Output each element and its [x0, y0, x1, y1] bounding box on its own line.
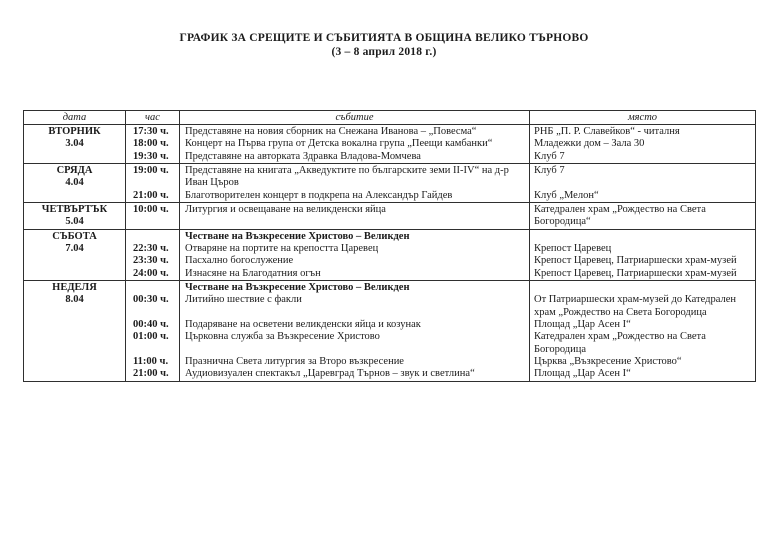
event-row: [126, 243, 755, 255]
event-time: 21:00 ч.: [126, 368, 180, 380]
date-cell: [24, 125, 126, 163]
event-title: Честване на Възкресение Христово – Великден: [180, 281, 530, 294]
event-row: [126, 331, 755, 356]
event-title: Отваряне на портите на крепостта Царевец: [180, 243, 530, 255]
event-place: Площад „Цар Асен I“: [534, 318, 631, 330]
event-row: [126, 164, 755, 190]
event-rows: [126, 125, 755, 163]
event-title: Аудиовизуален спектакъл „Царевград Търнов – звук и светлина“: [180, 368, 530, 380]
event-title: Представяне на книгата „Акведуктите по българските земи II-IV“ на д-р Иван Църов: [180, 164, 530, 190]
event-time: 24:00 ч.: [126, 268, 180, 280]
day-date: 5.04: [65, 216, 84, 228]
day-date: 7.04: [65, 242, 84, 254]
event-place: Църква „Възкресение Христово“: [534, 355, 682, 367]
day-name: СРЯДА: [56, 164, 93, 176]
column-header-place: място: [627, 112, 658, 123]
event-time: 00:30 ч.: [126, 294, 180, 319]
event-rows: [126, 203, 755, 229]
event-place: Катедрален храм „Рождество на Света Богородица: [534, 331, 706, 355]
date-cell: [24, 164, 126, 202]
event-title: Представяне на авторката Здравка Владова-Момчева: [180, 151, 530, 163]
day-date: 8.04: [65, 294, 84, 306]
day-name: НЕДЕЛЯ: [52, 281, 97, 293]
date-cell: [24, 230, 126, 280]
date-cell: [24, 281, 126, 381]
schedule-table: [23, 110, 756, 382]
event-row: [126, 138, 755, 150]
event-time: 00:40 ч.: [126, 319, 180, 331]
title-line-2: (3 – 8 април 2018 г.): [331, 46, 437, 58]
event-time: 11:00 ч.: [126, 356, 180, 368]
column-header-event: събитие: [180, 111, 530, 124]
day-group: [24, 124, 755, 163]
event-place: Площад „Цар Асен I“: [534, 368, 631, 380]
event-row: [126, 203, 755, 229]
event-place: Крепост Царевец, Патриаршески храм-музей: [534, 255, 737, 267]
event-place: Крепост Царевец: [534, 242, 612, 254]
day-name: СЪБОТА: [52, 230, 97, 242]
date-cell: [24, 203, 126, 229]
event-title: Литургия и освещаване на великденски яйца: [180, 203, 530, 229]
day-name: ВТОРНИК: [48, 126, 101, 137]
event-place: Младежки дом – Зала 30: [534, 138, 645, 150]
day-group: [24, 229, 755, 280]
event-row: [126, 125, 755, 138]
event-place: Клуб 7: [534, 164, 565, 176]
event-title: Литийно шествие с факли: [180, 294, 530, 319]
event-time: 22:30 ч.: [126, 243, 180, 255]
event-time: 01:00 ч.: [126, 331, 180, 356]
event-title: Представяне на новия сборник на Снежана Иванова – „Повесма“: [180, 125, 530, 138]
event-row: [126, 356, 755, 368]
day-group: [24, 280, 755, 381]
event-title: Празнична Света литургия за Второ възкресение: [180, 356, 530, 368]
day-name: ЧЕТВЪРТЪК: [41, 203, 108, 215]
document-title: [0, 31, 768, 59]
event-row: [126, 230, 755, 243]
day-date: 3.04: [65, 138, 84, 150]
event-row: [126, 294, 755, 319]
event-row: [126, 190, 755, 202]
event-title: Подаряване на осветени великденски яйца и козунак: [180, 319, 530, 331]
event-time: 19:00 ч.: [126, 164, 180, 190]
column-header-time: час: [126, 111, 180, 124]
day-group: [24, 163, 755, 202]
event-place: [530, 281, 755, 294]
event-row: [126, 255, 755, 267]
event-title: Пасхално богослужение: [180, 255, 530, 267]
event-time: 21:00 ч.: [126, 190, 180, 202]
event-row: [126, 281, 755, 294]
event-time: 18:00 ч.: [126, 138, 180, 150]
event-title: Благотворителен концерт в подкрепа на Александър Гайдев: [180, 190, 530, 202]
event-rows: [126, 164, 755, 202]
day-date: 4.04: [65, 177, 84, 189]
event-time: 23:30 ч.: [126, 255, 180, 267]
event-place: Катедрален храм „Рождество на Света Богородица“: [534, 203, 706, 228]
event-rows: [126, 230, 755, 280]
event-time: 17:30 ч.: [126, 125, 180, 138]
event-time: 10:00 ч.: [126, 203, 180, 229]
event-row: [126, 151, 755, 163]
event-place: [530, 230, 755, 243]
event-place: РНБ „П. Р. Славейков“ - читалня: [534, 126, 680, 137]
event-rows: [126, 281, 755, 381]
event-title: Концерт на Първа група от Детска вокална група „Пеещи камбанки“: [180, 138, 530, 150]
day-group: [24, 202, 755, 229]
event-place: Клуб 7: [534, 150, 565, 162]
column-header-date: дата: [24, 111, 126, 124]
event-place: От Патриаршески храм-музей до Катедрален храм „Рождество на Света Богородица: [534, 294, 736, 318]
event-title: Църковна служба за Възкресение Христово: [180, 331, 530, 356]
event-place: Крепост Царевец, Патриаршески храм-музей: [534, 267, 737, 279]
table-header-row: [24, 111, 755, 124]
event-title: Изнасяне на Благодатния огън: [180, 268, 530, 280]
event-row: [126, 268, 755, 280]
event-time: [126, 230, 180, 243]
event-time: [126, 281, 180, 294]
event-title: Честване на Възкресение Христово – Великден: [180, 230, 530, 243]
event-row: [126, 319, 755, 331]
event-row: [126, 368, 755, 380]
event-time: 19:30 ч.: [126, 151, 180, 163]
title-line-1: ГРАФИК ЗА СРЕЩИТЕ И СЪБИТИЯТА В ОБЩИНА ВЕЛИКО ТЪРНОВО: [179, 32, 589, 44]
table-body: [24, 124, 755, 381]
event-place: Клуб „Мелон“: [534, 189, 599, 201]
